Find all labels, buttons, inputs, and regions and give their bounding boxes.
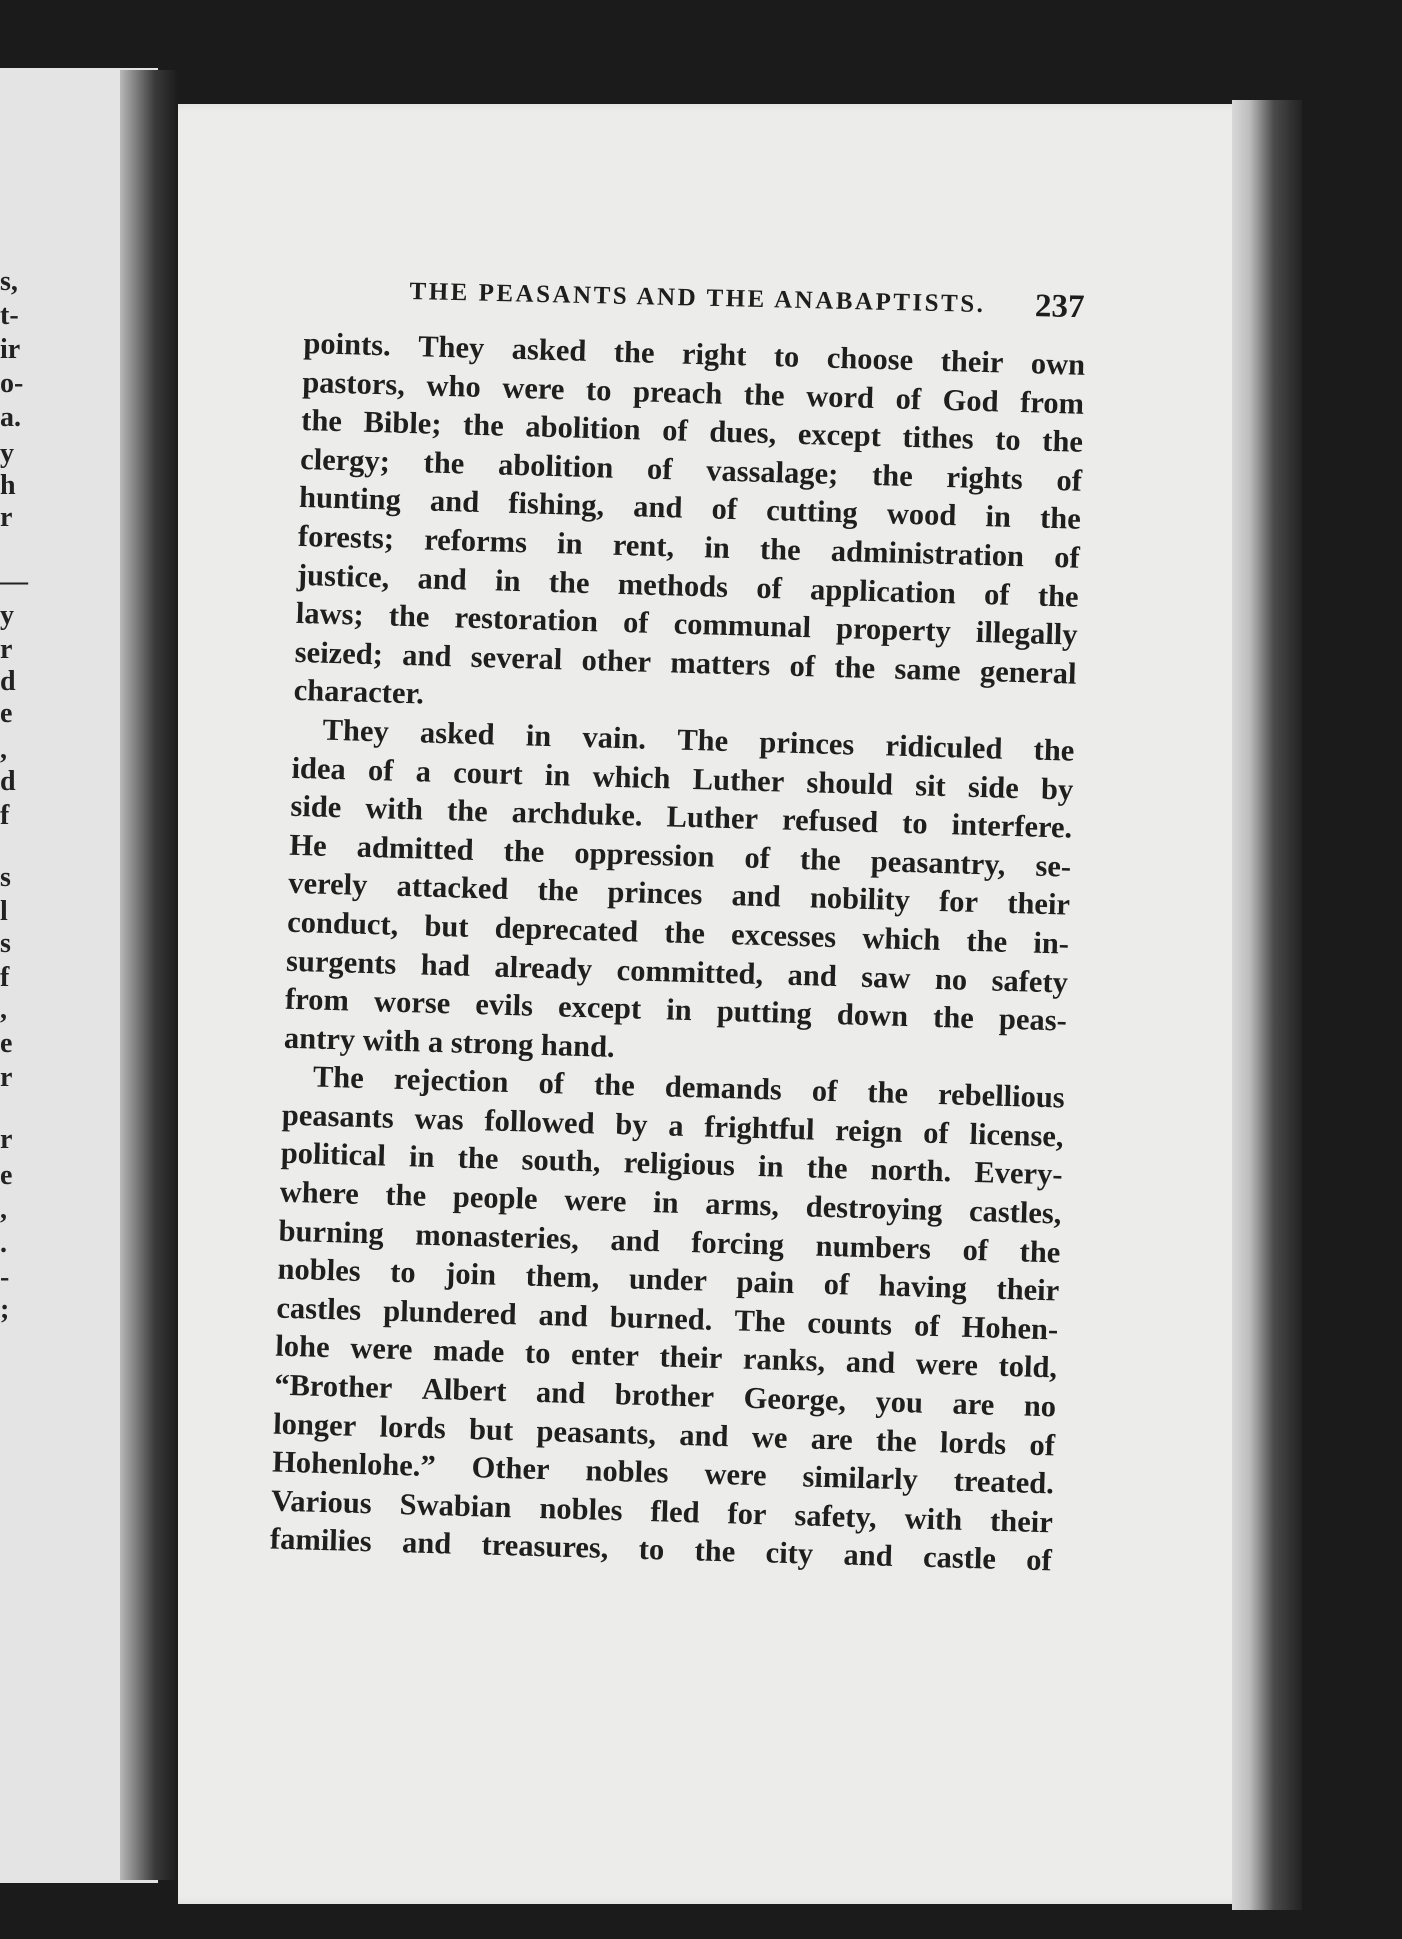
word: and	[401, 637, 452, 673]
word: seized;	[294, 634, 384, 672]
word: of	[367, 752, 394, 788]
word: fled	[650, 1493, 701, 1530]
word: nobility	[809, 880, 911, 918]
word: Bible;	[363, 404, 442, 442]
word: nobles	[277, 1251, 362, 1289]
word: the	[1019, 1234, 1061, 1270]
word: the	[799, 841, 842, 877]
word: brother	[614, 1377, 715, 1414]
word: license,	[969, 1116, 1065, 1154]
word: the	[694, 1533, 736, 1569]
fragment-text: l	[0, 896, 8, 927]
word: oppression	[573, 835, 715, 874]
fragment-text: s	[0, 862, 11, 893]
word: vassalage;	[705, 453, 839, 491]
word: in	[525, 718, 552, 753]
word: hunting	[298, 480, 402, 518]
word: peasantry,	[870, 843, 1006, 882]
word: having	[878, 1268, 968, 1306]
word: asked	[419, 715, 496, 752]
word: in	[703, 530, 731, 565]
word: join	[444, 1256, 497, 1292]
word: should	[806, 764, 894, 802]
word: and	[843, 1537, 894, 1574]
word: under	[628, 1261, 708, 1298]
word: with	[364, 791, 424, 827]
word: no	[1023, 1388, 1057, 1424]
word: were	[501, 370, 565, 406]
word: pastors,	[301, 364, 406, 402]
word: the	[537, 873, 579, 909]
fragment-text: .	[0, 1228, 7, 1259]
word: with	[904, 1501, 963, 1537]
word: Hohenlohe.”	[271, 1444, 437, 1484]
word: court	[452, 754, 524, 791]
word: from	[1019, 384, 1085, 421]
word: city	[765, 1535, 814, 1572]
word: made	[432, 1333, 505, 1370]
word: of	[962, 1232, 989, 1268]
word: word	[805, 378, 875, 415]
fragment-text: y	[0, 438, 14, 469]
word: same	[894, 651, 962, 688]
word: evils	[474, 987, 534, 1023]
word: religious	[623, 1145, 736, 1183]
page-edge	[1232, 100, 1302, 1910]
word: abolition	[524, 409, 642, 447]
word: in	[494, 563, 522, 598]
word: to	[585, 372, 612, 408]
word: interfere.	[951, 807, 1073, 845]
word: safety,	[794, 1497, 878, 1535]
word: and	[632, 489, 683, 526]
word: Luther	[692, 761, 785, 799]
word: side	[290, 788, 342, 825]
fragment-text: r	[0, 502, 13, 533]
word: the	[503, 833, 545, 869]
word: and	[417, 560, 468, 597]
word: and	[845, 1344, 896, 1381]
word: to	[901, 806, 929, 841]
word: of	[661, 413, 689, 448]
word: their	[940, 343, 1004, 380]
word: to	[524, 1336, 551, 1371]
word: to	[638, 1532, 665, 1567]
word: lohe	[274, 1329, 331, 1365]
fragment-text: s,	[0, 266, 18, 297]
word: other	[581, 642, 652, 679]
word: deprecated	[494, 910, 639, 949]
word: the	[385, 1177, 427, 1213]
fragment-text: ,	[0, 994, 7, 1025]
word: arms,	[704, 1186, 780, 1223]
word: the	[593, 1067, 636, 1103]
word: castles,	[968, 1193, 1062, 1231]
word: committed,	[616, 952, 764, 991]
word: to	[994, 422, 1022, 458]
word: already	[494, 949, 593, 986]
word: the	[932, 999, 975, 1036]
word: clergy;	[299, 441, 391, 479]
word: the	[423, 445, 465, 481]
word: The	[676, 722, 729, 758]
fragment-text: e	[0, 1160, 13, 1191]
word: the	[1033, 732, 1075, 768]
word: the	[613, 334, 656, 370]
word: the	[1039, 501, 1082, 537]
word: own	[1030, 346, 1086, 382]
word: the	[871, 457, 914, 493]
word: asked	[511, 331, 587, 368]
word: of	[1025, 1543, 1053, 1578]
word: enter	[570, 1337, 640, 1374]
word: in	[652, 1185, 680, 1220]
word: of	[755, 570, 783, 606]
word: the	[743, 376, 786, 413]
word: the	[806, 1150, 848, 1186]
word: Hohen-	[961, 1309, 1059, 1347]
word: were	[704, 1456, 768, 1493]
word: putting	[716, 993, 813, 1031]
word: for	[727, 1496, 767, 1532]
word: nobles	[538, 1490, 623, 1528]
word: of	[1053, 540, 1081, 575]
word: justice,	[296, 557, 390, 595]
word: people	[452, 1179, 539, 1216]
word: and	[610, 1222, 661, 1258]
word: in	[985, 499, 1012, 535]
word: where	[279, 1174, 360, 1211]
word: in	[757, 1149, 785, 1185]
word: surgents	[285, 943, 397, 981]
word: ranks,	[742, 1342, 826, 1379]
word: them,	[525, 1258, 600, 1295]
word: down	[836, 997, 909, 1034]
fragment-text: d	[0, 666, 16, 697]
word: political	[280, 1136, 387, 1174]
word: demands	[664, 1069, 783, 1107]
word: of	[1029, 1427, 1056, 1463]
page-number: 237	[1034, 288, 1085, 326]
word: but	[468, 1411, 514, 1447]
book-gutter	[120, 70, 178, 1880]
word: and	[731, 878, 782, 914]
word: monasteries,	[414, 1217, 580, 1256]
word: the	[875, 1423, 918, 1459]
word: frightful	[703, 1109, 816, 1147]
word: castle	[922, 1540, 997, 1577]
fragment-text: —	[0, 566, 28, 597]
fragment-text: a.	[0, 402, 21, 433]
word: the	[759, 531, 802, 567]
word: rent,	[612, 527, 675, 564]
fragment-text: s	[0, 928, 11, 959]
word: which	[861, 920, 941, 957]
word: safety	[991, 962, 1069, 1000]
word: the	[300, 403, 343, 439]
word: we	[751, 1419, 788, 1455]
word: in	[408, 1139, 436, 1175]
word: had	[420, 947, 471, 983]
word: their	[1006, 886, 1071, 922]
fragment-text: f	[0, 962, 10, 993]
word: the	[1041, 423, 1084, 459]
word: of	[913, 1308, 941, 1343]
word: north.	[870, 1152, 952, 1189]
word: burning	[278, 1213, 385, 1251]
word: of	[622, 605, 650, 640]
word: were	[915, 1346, 979, 1383]
word: but	[423, 908, 470, 944]
word: in	[665, 992, 693, 1028]
word: by	[614, 1106, 649, 1142]
word: and	[429, 483, 480, 520]
word: choose	[826, 340, 914, 378]
word: matters	[669, 645, 771, 682]
word: se-	[1035, 848, 1072, 884]
word: sit	[914, 767, 947, 803]
word: He	[288, 827, 328, 863]
word: excesses	[730, 917, 837, 954]
word: reforms	[423, 522, 528, 560]
fragment-text: ;	[0, 1294, 10, 1325]
word: conduct,	[286, 904, 399, 942]
word: burned.	[609, 1299, 713, 1337]
word: princes	[607, 875, 703, 912]
word: several	[470, 639, 563, 677]
word: and	[538, 1297, 589, 1334]
fragment-text: h	[0, 470, 16, 501]
word: points.	[302, 325, 392, 363]
word: of	[711, 491, 738, 527]
word: and	[535, 1374, 586, 1411]
word: are	[810, 1421, 854, 1457]
word: cutting	[765, 493, 859, 530]
word: attacked	[396, 869, 509, 907]
word: Other	[471, 1450, 551, 1487]
word: preach	[632, 373, 723, 411]
word: rebellious	[937, 1077, 1066, 1115]
word: numbers	[815, 1228, 932, 1266]
word: treated.	[953, 1463, 1055, 1501]
word: right	[681, 336, 747, 373]
word: peas-	[998, 1001, 1068, 1038]
word: the	[1037, 578, 1080, 614]
word: of	[983, 576, 1011, 612]
word: rights	[946, 459, 1024, 496]
word: administration	[830, 533, 1025, 574]
word: of	[1056, 462, 1083, 498]
word: saw	[860, 959, 911, 995]
word: peasants,	[536, 1413, 657, 1451]
word: side	[967, 769, 1020, 805]
fragment-text: ,	[0, 734, 7, 765]
word: princes	[758, 724, 855, 762]
word: the	[462, 407, 505, 443]
word: to	[389, 1255, 417, 1290]
word: “Brother	[273, 1367, 393, 1405]
word: of	[646, 451, 673, 487]
word: for	[938, 884, 979, 920]
word: archduke.	[511, 795, 644, 833]
word: which	[592, 758, 672, 795]
word: treasures,	[481, 1527, 609, 1566]
word: by	[1040, 771, 1074, 807]
word: fishing,	[507, 486, 605, 523]
word: The	[312, 1059, 365, 1096]
word: The	[734, 1303, 786, 1339]
fragment-text: r	[0, 1062, 13, 1093]
word: of	[789, 648, 816, 684]
word: idea	[291, 750, 347, 786]
word: the	[866, 1075, 909, 1111]
word: were	[349, 1331, 413, 1367]
word: Luther	[666, 799, 759, 836]
fragment-text: t-	[0, 300, 19, 331]
word: abolition	[497, 447, 614, 485]
word: Swabian	[399, 1486, 512, 1525]
word: God	[942, 382, 1000, 419]
word: similarly	[802, 1459, 919, 1497]
word: rejection	[393, 1062, 509, 1100]
fragment-text: ,	[0, 1194, 7, 1225]
word: followed	[484, 1103, 596, 1141]
word: lords	[939, 1424, 1007, 1461]
word: illegally	[975, 615, 1079, 652]
fragment-text: ir	[0, 334, 21, 365]
word: in	[556, 526, 584, 561]
word: refused	[781, 802, 879, 840]
word: families	[269, 1521, 373, 1559]
word: who	[426, 368, 482, 404]
running-title: THE PEASANTS AND THE ANABAPTISTS.	[409, 277, 986, 319]
fragment-text: y	[0, 600, 14, 631]
word: castles	[276, 1290, 362, 1327]
word: peasants	[281, 1097, 395, 1135]
word: the	[663, 915, 706, 951]
word: a	[415, 753, 432, 789]
word: laws;	[295, 596, 365, 632]
word: the	[966, 923, 1008, 959]
fragment-text: e	[0, 1028, 13, 1059]
word: the	[446, 793, 489, 829]
body-text	[270, 324, 1086, 1580]
word: They	[417, 329, 485, 366]
line-text: character.	[293, 673, 425, 711]
word: longer	[272, 1406, 357, 1443]
word: counts	[806, 1305, 893, 1342]
word: plundered	[382, 1293, 518, 1332]
word: wood	[886, 496, 957, 533]
word: of	[895, 381, 922, 416]
word: Various	[270, 1483, 373, 1521]
fragment-text: o-	[0, 368, 24, 399]
word: the	[388, 598, 430, 634]
word: and	[678, 1417, 730, 1453]
word: verely	[287, 866, 368, 903]
word: and	[787, 957, 838, 993]
word: were	[563, 1182, 627, 1219]
word: worse	[373, 984, 451, 1021]
word: lords	[379, 1409, 447, 1446]
fragment-text: f	[0, 800, 10, 831]
word: ridiculed	[885, 728, 1003, 766]
fragment-text: e	[0, 698, 13, 729]
word: the	[548, 564, 591, 600]
word: except	[797, 417, 882, 454]
word: of	[811, 1073, 838, 1109]
word: communal	[673, 606, 812, 645]
word: their	[996, 1271, 1060, 1308]
word: Albert	[421, 1371, 508, 1409]
word: pain	[736, 1264, 795, 1301]
fragment-text: r	[0, 634, 13, 665]
word: the	[834, 649, 876, 685]
word: admitted	[356, 829, 475, 867]
word: reign	[834, 1113, 904, 1149]
word: dues,	[708, 414, 777, 451]
word: their	[989, 1503, 1054, 1540]
word: nobles	[585, 1453, 670, 1490]
word: forests;	[297, 518, 395, 556]
word: their	[659, 1339, 723, 1376]
word: Every-	[973, 1155, 1063, 1192]
word: restoration	[454, 600, 599, 639]
word: forcing	[690, 1224, 785, 1262]
word: destroying	[805, 1189, 943, 1228]
fragment-text: -	[0, 1262, 10, 1293]
word: property	[835, 611, 952, 649]
word: They	[322, 712, 390, 749]
word: are	[952, 1386, 995, 1422]
word: tithes	[902, 419, 975, 456]
word: of	[744, 840, 771, 875]
word: vain.	[582, 719, 647, 756]
word: the	[457, 1141, 499, 1177]
word: in	[544, 757, 571, 793]
word: told,	[998, 1349, 1058, 1385]
word: in-	[1032, 925, 1070, 961]
word: a	[667, 1108, 685, 1143]
word: methods	[617, 566, 729, 604]
word: and	[401, 1525, 452, 1561]
line-text: antry with a strong hand.	[283, 1020, 616, 1064]
fragment-text: d	[0, 766, 16, 797]
word: of	[922, 1115, 950, 1151]
word: except	[557, 989, 642, 1026]
word: you	[875, 1384, 924, 1420]
word: to	[773, 339, 800, 374]
word: general	[979, 653, 1077, 691]
word: south,	[521, 1142, 601, 1180]
word: was	[414, 1101, 465, 1137]
fragment-text: r	[0, 1124, 13, 1155]
word: application	[809, 571, 957, 610]
word: no	[934, 961, 968, 997]
word: from	[284, 981, 350, 1018]
word: of	[823, 1267, 850, 1302]
word: of	[538, 1066, 565, 1101]
word: George,	[743, 1380, 847, 1418]
